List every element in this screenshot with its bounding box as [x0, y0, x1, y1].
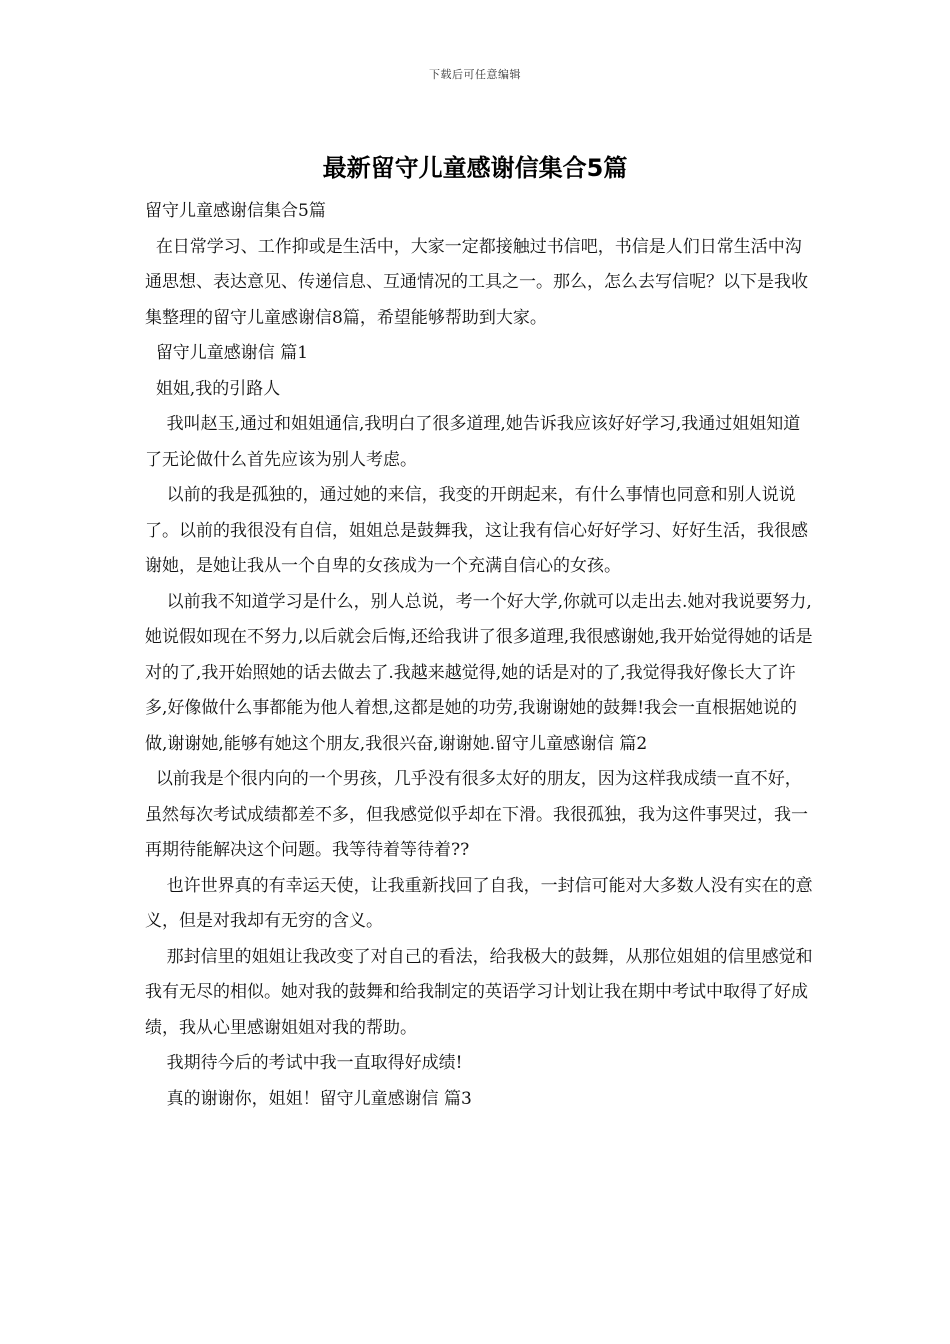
paragraph: 我期待今后的考试中我一直取得好成绩!: [145, 1053, 463, 1073]
paragraph: 以前我不知道学习是什么，别人总说，考一个好大学,你就可以走出去.她对我说要努力,她说假如现在不努力,以后就会后悔,还给我讲了很多道理,我很感谢她,我开始觉得她的话是对的了,我开始照她的话去做去了.我越来越觉得,她的话是对的了,我觉得我好像长大了许多,好像做什么事都能为他人着想,这都是她的功劳,我谢谢她的鼓舞!我会一直根据她说的做,谢谢她,能够有她这个朋友,我很兴奋,谢谢她.留守儿童感谢信 篇2: [145, 591, 813, 754]
paragraph: 姐姐,我的引路人: [145, 378, 281, 399]
document-title: 最新留守儿童感谢信集合5篇: [322, 154, 628, 182]
paragraph: 以前的我是孤独的，通过她的来信，我变的开朗起来，有什么事情也同意和别人说说了。以前的我很没有自信，姐姐总是鼓舞我，这让我有信心好好学习、好好生活，我很感谢她，是她让我从一个自卑的女孩成为一个充满自信心的女孩。: [145, 485, 808, 576]
paragraph: 在日常学习、工作抑或是生活中，大家一定都接触过书信吧，书信是人们日常生活中沟通思想、表达意见、传递信息、互通情况的工具之一。那么，怎么去写信呢？以下是我收集整理的留守儿童感谢信8篇，希望能够帮助到大家。: [145, 236, 808, 328]
paragraph: 真的谢谢你，姐姐！留守儿童感谢信 篇3: [145, 1088, 472, 1109]
paragraph: 也许世界真的有幸运天使，让我重新找回了自我，一封信可能对大多数人没有实在的意义，但是对我却有无穷的含义。: [145, 875, 813, 931]
page-header-note: 下载后可任意编辑: [429, 68, 521, 81]
document-body: [145, 194, 817, 1117]
paragraph: 那封信里的姐姐让我改变了对自己的看法，给我极大的鼓舞，从那位姐姐的信里感觉和我有无尽的相似。她对我的鼓舞和给我制定的英语学习计划让我在期中考试中取得了好成绩，我从心里感谢姐姐对我的帮助。: [145, 946, 813, 1038]
paragraph: 我叫赵玉,通过和姐姐通信,我明白了很多道理,她告诉我应该好好学习,我通过姐姐知道了无论做什么首先应该为别人考虑。: [145, 414, 801, 470]
paragraph: 以前我是个很内向的一个男孩，几乎没有很多太好的朋友，因为这样我成绩一直不好，虽然每次考试成绩都差不多，但我感觉似乎却在下滑。我很孤独，我为这件事哭过，我一再期待能解决这个问题。我等待着等待着??: [145, 769, 808, 860]
paragraph: 留守儿童感谢信 篇1: [145, 343, 309, 363]
paragraph: 留守儿童感谢信集合5篇: [145, 201, 326, 221]
